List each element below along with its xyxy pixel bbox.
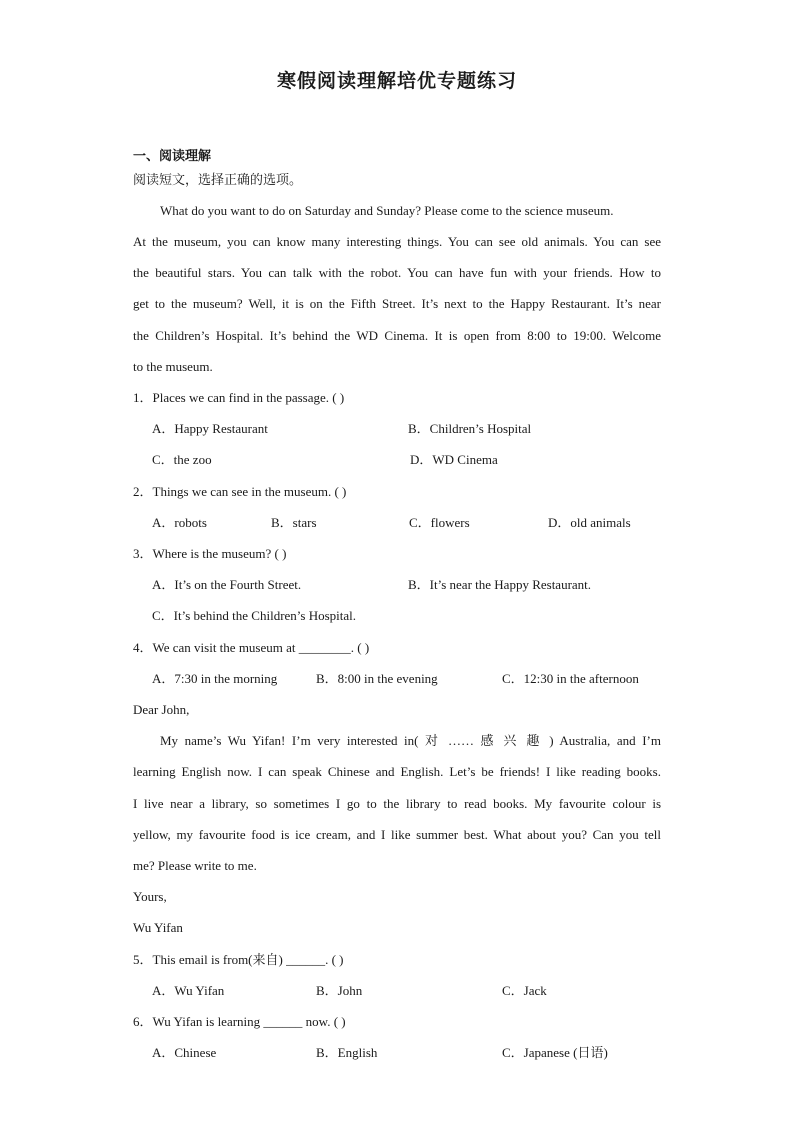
passage1-line-5: the Children’s Hospital. It’s behind the WD Cinema. It is open from 8:00 to 19:00. Welcome — [133, 328, 661, 343]
q1-option-c[interactable]: C．the zoo — [152, 452, 212, 467]
question-3: 3．Where is the museum? ( ) — [133, 546, 287, 561]
passage1-line-6: to the museum. — [133, 359, 213, 374]
section-heading: 一、阅读理解 — [133, 149, 212, 164]
question-1: 1．Places we can find in the passage. ( ) — [133, 390, 345, 405]
question-4: 4．We can visit the museum at ________. ( ) — [133, 640, 370, 655]
q6-option-b[interactable]: B．English — [316, 1045, 378, 1060]
question-5: 5．This email is from(来自) ______. ( ) — [133, 952, 344, 967]
passage1-line-4: get to the museum? Well, it is on the Fifth Street. It’s next to the Happy Restaurant. It’s near — [133, 296, 661, 311]
letter-signature: Wu Yifan — [133, 920, 183, 935]
q4-option-a[interactable]: A．7:30 in the morning — [152, 671, 278, 686]
instruction: 阅读短文，选择正确的选项。 — [133, 173, 303, 188]
question-2: 2．Things we can see in the museum. ( ) — [133, 484, 347, 499]
letter-line-2: learning English now. I can speak Chinese and English. Let’s be friends! I like reading books. — [133, 764, 661, 779]
page-title: 寒假阅读理解培优专题练习 — [276, 70, 517, 92]
q5-option-c[interactable]: C．Jack — [502, 983, 547, 998]
q2-option-b[interactable]: B．stars — [271, 515, 317, 530]
q6-option-c[interactable]: C．Japanese (日语) — [502, 1045, 608, 1060]
q2-option-d[interactable]: D．old animals — [548, 515, 631, 530]
question-6: 6．Wu Yifan is learning ______ now. ( ) — [133, 1014, 346, 1029]
letter-line-5: me? Please write to me. — [133, 858, 257, 873]
q5-option-b[interactable]: B．John — [316, 983, 363, 998]
q1-option-d[interactable]: D．WD Cinema — [410, 452, 498, 467]
letter-line-4: yellow, my favourite food is ice cream, and I like summer best. What about you? Can you tell — [133, 827, 661, 842]
q6-option-a[interactable]: A．Chinese — [152, 1045, 217, 1060]
letter-greeting: Dear John, — [133, 702, 190, 717]
passage1-line-1: What do you want to do on Saturday and Sunday? Please come to the science museum. — [160, 203, 614, 218]
q1-option-a[interactable]: A．Happy Restaurant — [152, 421, 268, 436]
letter-line-1: My name’s Wu Yifan! I’m very interested in( 对 …… 感 兴 趣 ) Australia, and I’m — [160, 733, 661, 748]
q2-option-c[interactable]: C．flowers — [409, 515, 470, 530]
letter-line-3: I live near a library, so sometimes I go to the library to read books. My favourite colour is — [133, 796, 661, 811]
passage1-line-2: At the museum, you can know many interesting things. You can see old animals. You can see — [133, 234, 661, 249]
q3-option-c[interactable]: C．It’s behind the Children’s Hospital. — [152, 608, 357, 623]
q5-option-a[interactable]: A．Wu Yifan — [152, 983, 225, 998]
q4-option-b[interactable]: B．8:00 in the evening — [316, 671, 438, 686]
q2-option-a[interactable]: A．robots — [152, 515, 207, 530]
q3-option-a[interactable]: A．It’s on the Fourth Street. — [152, 577, 302, 592]
q3-option-b[interactable]: B．It’s near the Happy Restaurant. — [408, 577, 592, 592]
q4-option-c[interactable]: C．12:30 in the afternoon — [502, 671, 639, 686]
passage1-line-3: the beautiful stars. You can talk with the robot. You can have fun with your friends. How to — [133, 265, 661, 280]
letter-closing: Yours, — [133, 889, 167, 904]
q1-option-b[interactable]: B．Children’s Hospital — [408, 421, 532, 436]
